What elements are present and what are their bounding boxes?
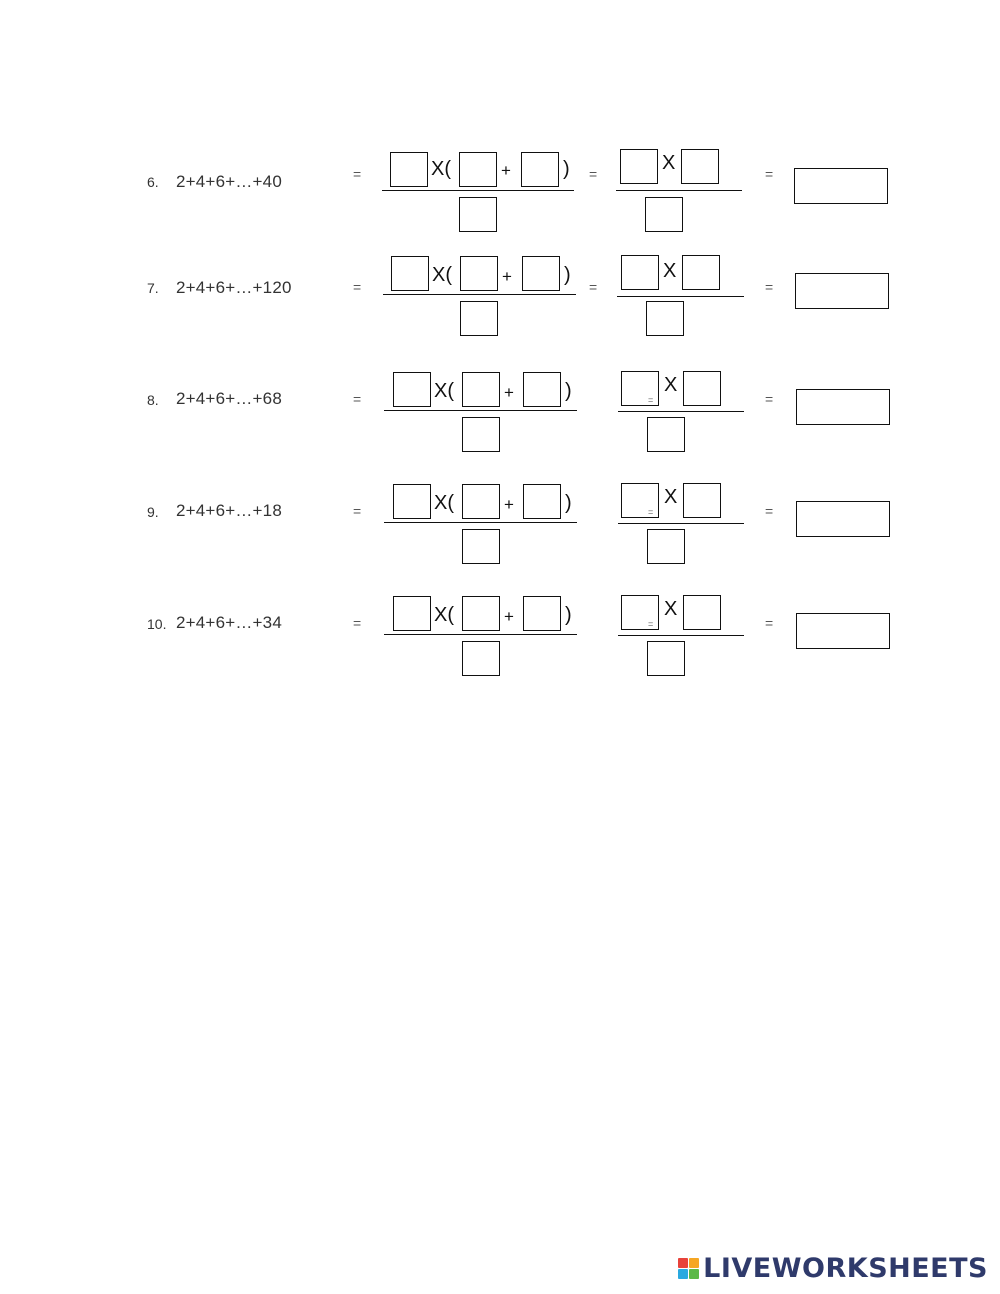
times-sign: X xyxy=(664,598,678,620)
plus-sign: + xyxy=(501,161,511,180)
series-expression: 2+4+6+…+34 xyxy=(176,613,282,632)
logo-square-red xyxy=(678,1258,688,1268)
equals-sign: = xyxy=(353,391,362,407)
logo-square-orange xyxy=(689,1258,699,1268)
exercise-number: 9. xyxy=(147,504,159,520)
answer-box-numerator-a[interactable] xyxy=(621,255,659,290)
answer-box-first-term[interactable] xyxy=(462,372,500,407)
logo-text: LIVEWORKSHEETS xyxy=(703,1253,988,1284)
answer-box-first-term[interactable] xyxy=(459,152,497,187)
times-sign: X xyxy=(664,486,678,508)
times-sign: X xyxy=(664,374,678,396)
answer-box-numerator-a[interactable] xyxy=(621,483,659,518)
close-paren: ) xyxy=(565,604,572,626)
answer-box-denominator-2[interactable] xyxy=(647,641,685,676)
answer-box-numerator-a[interactable] xyxy=(621,595,659,630)
close-paren: ) xyxy=(563,158,570,180)
small-equals-sign: = xyxy=(648,619,654,629)
answer-box-n[interactable] xyxy=(393,372,431,407)
exercise-number: 6. xyxy=(147,174,159,190)
answer-box-denominator[interactable] xyxy=(462,417,500,452)
times-sign: X xyxy=(662,152,676,174)
equals-sign: = xyxy=(765,279,774,295)
exercise-number: 7. xyxy=(147,280,159,296)
times-open-paren: X( xyxy=(434,380,454,402)
answer-box-denominator[interactable] xyxy=(462,529,500,564)
answer-box-first-term[interactable] xyxy=(460,256,498,291)
times-open-paren: X( xyxy=(434,492,454,514)
answer-box-numerator-b[interactable] xyxy=(683,483,721,518)
answer-box-numerator-b[interactable] xyxy=(681,149,719,184)
equals-sign: = xyxy=(589,279,598,295)
answer-box-numerator-b[interactable] xyxy=(683,595,721,630)
answer-box-denominator-2[interactable] xyxy=(645,197,683,232)
fraction-line xyxy=(384,634,577,635)
answer-box-numerator-b[interactable] xyxy=(682,255,720,290)
series-expression: 2+4+6+…+40 xyxy=(176,172,282,191)
equals-sign: = xyxy=(765,503,774,519)
times-open-paren: X( xyxy=(431,158,451,180)
equals-sign: = xyxy=(765,615,774,631)
logo-square-blue xyxy=(678,1269,688,1279)
exercise-row-9 xyxy=(0,484,1000,584)
plus-sign: + xyxy=(504,383,514,402)
equals-sign: = xyxy=(589,166,598,182)
answer-box-n[interactable] xyxy=(390,152,428,187)
close-paren: ) xyxy=(564,264,571,286)
fraction-line xyxy=(384,410,577,411)
fraction-line xyxy=(384,522,577,523)
answer-box-last-term[interactable] xyxy=(521,152,559,187)
small-equals-sign: = xyxy=(648,395,654,405)
final-answer-box[interactable] xyxy=(795,273,889,309)
close-paren: ) xyxy=(565,492,572,514)
fraction-line xyxy=(618,411,744,412)
answer-box-last-term[interactable] xyxy=(522,256,560,291)
equals-sign: = xyxy=(353,166,362,182)
answer-box-denominator[interactable] xyxy=(462,641,500,676)
times-open-paren: X( xyxy=(434,604,454,626)
logo-square-green xyxy=(689,1269,699,1279)
answer-box-denominator-2[interactable] xyxy=(647,417,685,452)
answer-box-n[interactable] xyxy=(393,484,431,519)
answer-box-n[interactable] xyxy=(391,256,429,291)
series-expression: 2+4+6+…+68 xyxy=(176,389,282,408)
answer-box-first-term[interactable] xyxy=(462,484,500,519)
times-open-paren: X( xyxy=(432,264,452,286)
liveworksheets-logo xyxy=(678,1253,988,1284)
plus-sign: + xyxy=(502,267,512,286)
equals-sign: = xyxy=(765,391,774,407)
exercise-number: 10. xyxy=(147,616,167,632)
answer-box-numerator-b[interactable] xyxy=(683,371,721,406)
close-paren: ) xyxy=(565,380,572,402)
answer-box-denominator-2[interactable] xyxy=(647,529,685,564)
answer-box-denominator-2[interactable] xyxy=(646,301,684,336)
final-answer-box[interactable] xyxy=(796,613,890,649)
series-expression: 2+4+6+…+120 xyxy=(176,278,292,297)
answer-box-denominator[interactable] xyxy=(460,301,498,336)
exercise-row-6 xyxy=(0,152,1000,252)
final-answer-box[interactable] xyxy=(796,389,890,425)
fraction-line xyxy=(382,190,574,191)
final-answer-box[interactable] xyxy=(796,501,890,537)
answer-box-numerator-a[interactable] xyxy=(620,149,658,184)
times-sign: X xyxy=(663,260,677,282)
equals-sign: = xyxy=(765,166,774,182)
exercise-row-10 xyxy=(0,596,1000,696)
final-answer-box[interactable] xyxy=(794,168,888,204)
series-expression: 2+4+6+…+18 xyxy=(176,501,282,520)
fraction-line xyxy=(618,635,744,636)
answer-box-last-term[interactable] xyxy=(523,372,561,407)
liveworksheets-logo-icon xyxy=(678,1258,699,1279)
answer-box-last-term[interactable] xyxy=(523,596,561,631)
plus-sign: + xyxy=(504,495,514,514)
fraction-line xyxy=(383,294,576,295)
answer-box-last-term[interactable] xyxy=(523,484,561,519)
exercise-row-7 xyxy=(0,256,1000,356)
answer-box-numerator-a[interactable] xyxy=(621,371,659,406)
answer-box-n[interactable] xyxy=(393,596,431,631)
equals-sign: = xyxy=(353,615,362,631)
fraction-line xyxy=(616,190,742,191)
exercise-number: 8. xyxy=(147,392,159,408)
fraction-line xyxy=(618,523,744,524)
answer-box-first-term[interactable] xyxy=(462,596,500,631)
exercise-row-8 xyxy=(0,372,1000,472)
small-equals-sign: = xyxy=(648,507,654,517)
answer-box-denominator[interactable] xyxy=(459,197,497,232)
fraction-line xyxy=(617,296,744,297)
plus-sign: + xyxy=(504,607,514,626)
equals-sign: = xyxy=(353,279,362,295)
equals-sign: = xyxy=(353,503,362,519)
